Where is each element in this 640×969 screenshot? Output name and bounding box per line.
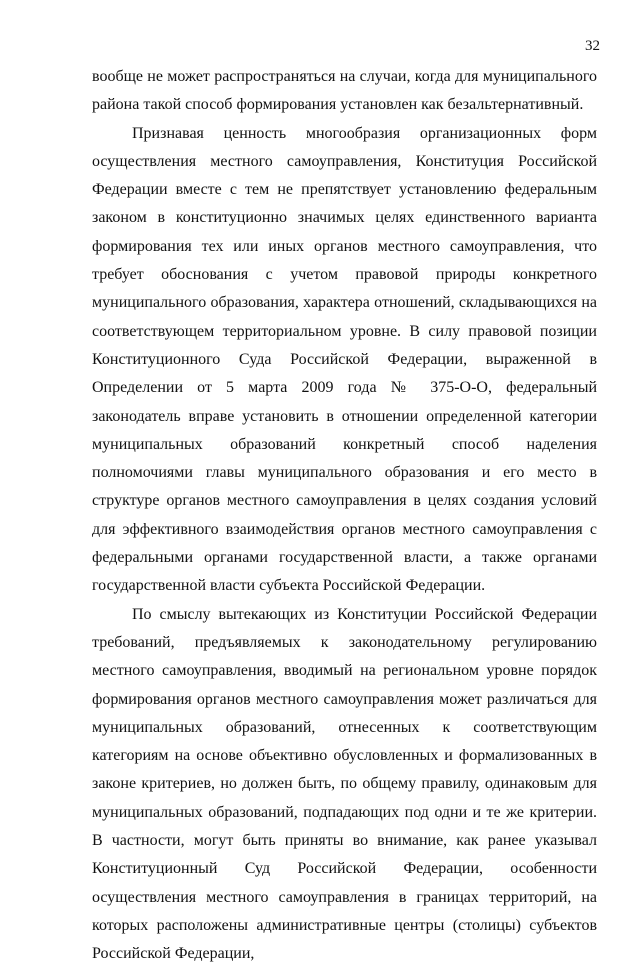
paragraph-continuation: вообще не может распространяться на случаи, когда для муниципального района такой способ формирования установлен как безальтернативный.	[92, 68, 597, 114]
paragraph-regional-order: По смыслу вытекающих из Конституции Российской Федерации требований, предъявляемых к законодательному регулированию местного самоуправления, вводимый на региональном уровне порядок формирования органов местного самоуправления может различаться для муниципальных образований, отнесенных к соответствующим категориям на основе объективно обусловленных и формализованных в законе критериев, но должен быть, по общему правилу, одинаковым для муниципальных образований, подпадающих под одни и те же критерии. В частности, могут быть приняты во внимание, как ранее указывал Конституционный Суд Российской Федерации, особенности осуществления местного самоуправления в границах территорий, на которых расположены административные центры (столицы) субъектов Российской Федерации,	[92, 605, 597, 963]
paragraph-constitution-variants: Признавая ценность многообразия организационных форм осуществления местного самоуправления, Конституция Российской Федерации вместе с тем не препятствует установлению федеральным законом в конституционно значимых целях единственного варианта формирования тех или иных органов местного самоуправления, что требует обоснования с учетом правовой природы конкретного муниципального образования, характера отношений, складывающихся на соответствующем территориальном уровне. В силу правовой позиции Конституционного Суда Российской Федерации, выраженной в Определении от 5 марта 2009 года № 375-О-О, федеральный законодатель вправе установить в отношении определенной категории муниципальных образований конкретный способ наделения полномочиями главы муниципального образования и его место в структуре органов местного самоуправления в целях создания условий для эффективного взаимодействия органов местного самоуправления с федеральными органами государственной власти, а также органами государственной власти субъекта Российской Федерации.	[92, 124, 597, 595]
page-number: 32	[585, 38, 600, 54]
document-body	[92, 63, 597, 969]
